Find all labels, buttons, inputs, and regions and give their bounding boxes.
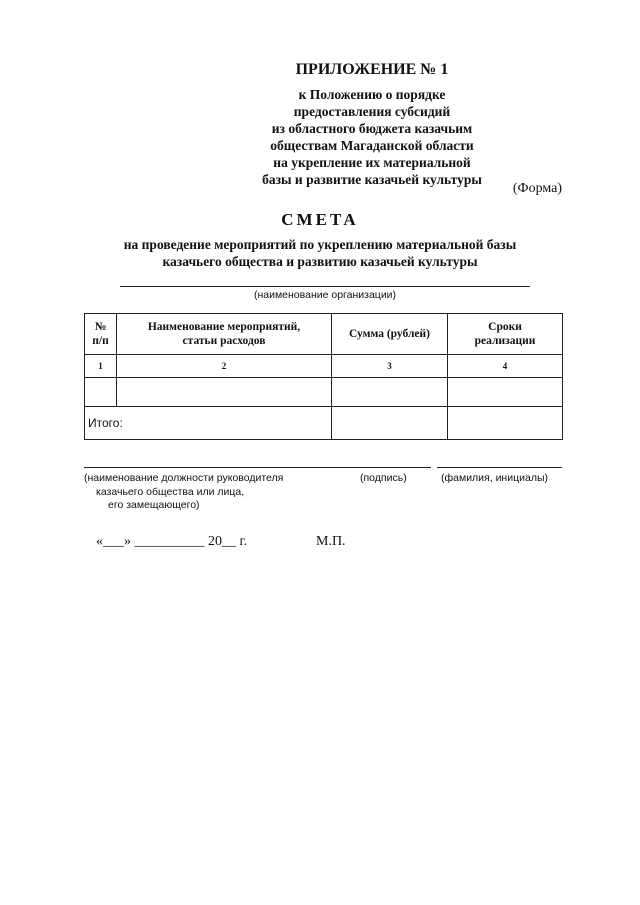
appendix-header — [192, 60, 552, 188]
header-text: реализации — [474, 335, 536, 347]
total-label: Итого: — [85, 407, 332, 440]
table-cell — [117, 378, 332, 407]
appendix-line: к Положению о порядке — [298, 87, 446, 102]
appendix-line: на укрепление их материальной — [273, 155, 471, 170]
name-line — [437, 467, 562, 468]
subtitle-line: на проведение мероприятий по укреплению материальной базы — [123, 237, 517, 252]
document-subtitle — [80, 236, 560, 270]
total-row — [85, 407, 563, 440]
caption-line: (наименование должности руководителя — [84, 472, 284, 484]
quote-open: « — [96, 534, 103, 549]
header-text: п/п — [92, 335, 109, 347]
appendix-title: ПРИЛОЖЕНИЕ № 1 — [295, 61, 449, 78]
form-label: (Форма) — [512, 181, 562, 196]
date-field — [96, 534, 247, 550]
header-text: статьи расходов — [182, 335, 266, 347]
header-text: Сумма (рублей) — [349, 328, 430, 340]
appendix-line: обществам Магаданской области — [270, 138, 474, 153]
position-signature-line — [84, 467, 431, 468]
header-terms — [448, 314, 563, 355]
organization-caption: (наименование организации) — [253, 289, 397, 301]
header-number — [85, 314, 117, 355]
table-row — [85, 378, 563, 407]
stamp-place: М.П. — [316, 534, 346, 549]
header-text: Наименование мероприятий, — [147, 321, 301, 333]
day-blank: ___ — [103, 534, 124, 549]
quote-close: » — [124, 534, 131, 549]
column-number-row — [85, 355, 563, 378]
appendix-line: базы и развитие казачьей культуры — [262, 172, 482, 187]
table-cell — [332, 378, 448, 407]
estimate-table — [84, 313, 563, 440]
name-caption: (фамилия, инициалы) — [441, 472, 548, 484]
organization-name-line — [120, 286, 530, 287]
total-terms-cell — [448, 407, 563, 440]
position-caption — [84, 472, 283, 513]
table-cell — [85, 378, 117, 407]
year-blank: __ — [222, 534, 236, 549]
signature-caption: (подпись) — [360, 472, 407, 484]
header-text: Сроки — [488, 321, 522, 333]
year-suffix: г. — [239, 534, 248, 549]
appendix-line: из областного бюджета казачьим — [271, 121, 473, 136]
caption-line: его замещающего) — [108, 499, 200, 511]
column-number: 1 — [85, 355, 117, 378]
table-header-row — [85, 314, 563, 355]
document-title: СМЕТА — [281, 210, 359, 229]
subtitle-line: казачьего общества и развитию казачьей культуры — [162, 254, 478, 269]
appendix-line: предоставления субсидий — [293, 104, 451, 119]
year-prefix: 20 — [208, 534, 222, 549]
column-number: 4 — [448, 355, 563, 378]
table-cell — [448, 378, 563, 407]
column-number: 2 — [117, 355, 332, 378]
header-activity — [117, 314, 332, 355]
total-sum-cell — [332, 407, 448, 440]
header-text: № — [94, 321, 107, 333]
header-sum — [332, 314, 448, 355]
month-blank: __________ — [134, 534, 205, 549]
caption-line: казачьего общества или лица, — [96, 485, 245, 498]
column-number: 3 — [332, 355, 448, 378]
